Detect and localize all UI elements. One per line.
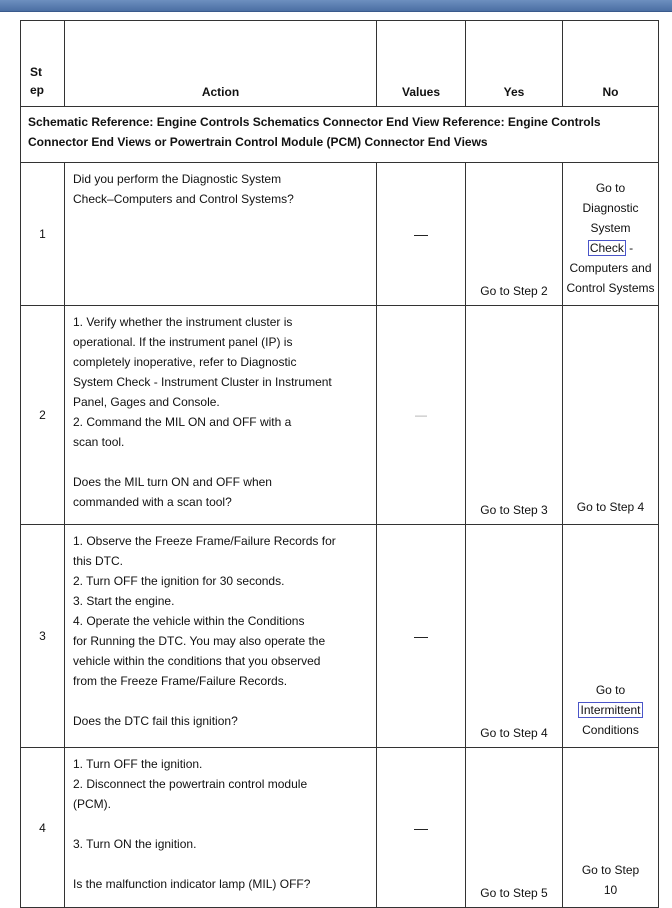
step-number: 3 xyxy=(21,525,65,748)
no-cell: Go to Intermittent Conditions xyxy=(563,525,659,748)
header-step: St ep xyxy=(21,21,65,107)
yes-cell: Go to Step 2 xyxy=(466,163,563,306)
yes-cell: Go to Step 5 xyxy=(466,748,563,908)
no-cell: Go to Step 4 xyxy=(563,306,659,525)
value-cell: — xyxy=(377,525,466,748)
header-no: No xyxy=(563,21,659,107)
step-number: 4 xyxy=(21,748,65,908)
check-link[interactable]: Check xyxy=(589,241,624,255)
value-cell: — xyxy=(377,748,466,908)
intermittent-link[interactable]: Intermittent xyxy=(580,703,641,717)
diagnostic-table xyxy=(20,20,659,908)
header-yes: Yes xyxy=(466,21,563,107)
yes-cell: Go to Step 3 xyxy=(466,306,563,525)
action-cell: 1. Turn OFF the ignition. 2. Disconnect the powertrain control module (PCM). 3. Turn ON the ignition. Is the malfunction indicator lamp (MIL) OFF? xyxy=(65,748,377,908)
reference-row xyxy=(21,107,659,163)
table-row xyxy=(21,163,659,306)
value-cell: — xyxy=(377,306,466,525)
header-row xyxy=(21,21,659,107)
header-values: Values xyxy=(377,21,466,107)
no-cell: Go to Diagnostic System Check - Computers and Control Systems xyxy=(563,163,659,306)
action-cell: 1. Verify whether the instrument cluster is operational. If the instrument panel (IP) is completely inoperative, refer to Diagnostic System Check - Instrument Cluster in Instrument Panel, Gages and Console. 2. Command the MIL ON and OFF with a scan tool. Does the MIL turn ON and OFF when commanded with a scan tool? xyxy=(65,306,377,525)
table-row xyxy=(21,748,659,908)
table-row xyxy=(21,525,659,748)
no-cell: Go to Step 10 xyxy=(563,748,659,908)
schematic-reference: Schematic Reference: Engine Controls Schematics Connector End View Reference: Engine Controls Connector End Views or Powertrain Control Module (PCM) Connector End Views xyxy=(21,107,659,163)
table-row xyxy=(21,306,659,525)
step-number: 1 xyxy=(21,163,65,306)
value-cell: — xyxy=(377,163,466,306)
header-action: Action xyxy=(65,21,377,107)
step-number: 2 xyxy=(21,306,65,525)
window-top-bar xyxy=(0,0,672,12)
yes-cell: Go to Step 4 xyxy=(466,525,563,748)
action-cell: 1. Observe the Freeze Frame/Failure Records for this DTC. 2. Turn OFF the ignition for 30 seconds. 3. Start the engine. 4. Operate the vehicle within the Conditions for Running the DTC. You may also operate the vehicle within the conditions that you observed from the Freeze Frame/Failure Records. Does the DTC fail this ignition? xyxy=(65,525,377,748)
action-cell: Did you perform the Diagnostic System Check–Computers and Control Systems? xyxy=(65,163,377,306)
